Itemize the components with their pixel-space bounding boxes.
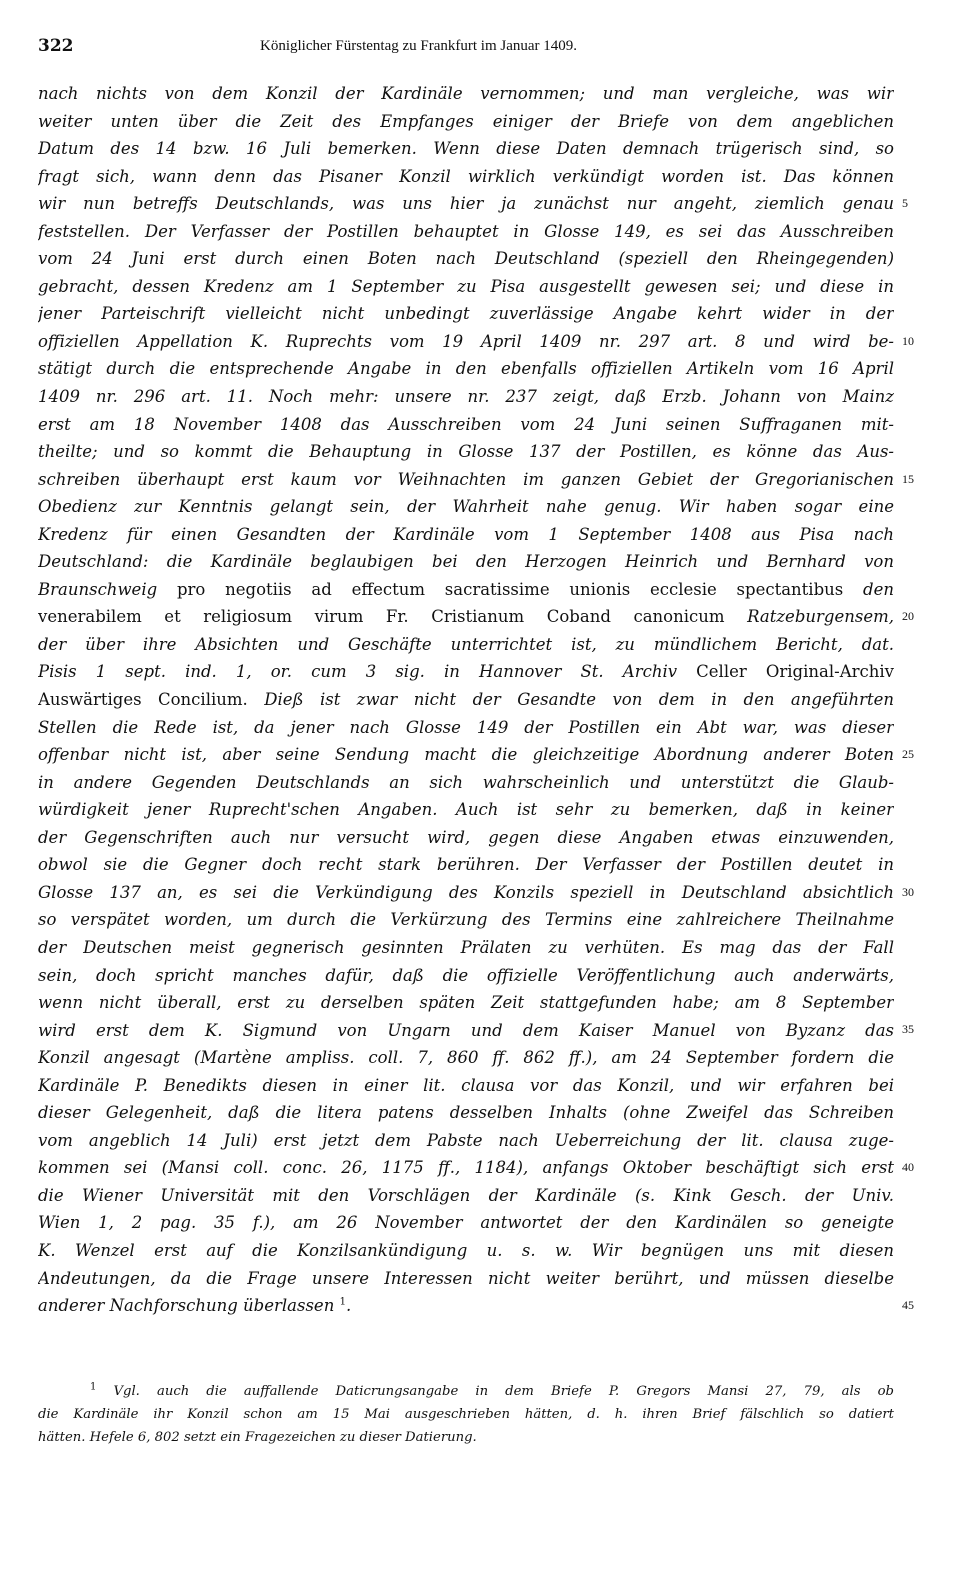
archive-name: Auswärtiges Concilium.	[38, 690, 248, 710]
text-line: fragt sich, wann denn das Pisaner Konzil wirklich verkündigt worden ist. Das können	[38, 166, 894, 186]
text-line	[38, 686, 894, 714]
line-number: 30	[902, 885, 914, 899]
text-line: vom angeblich 14 Juli) erst jetzt dem Pabste nach Ueberreichung der lit. clausa zuge-	[38, 1130, 894, 1150]
text-line: wir nun betreffs Deutschlands, was uns hier ja zunächst nur angeht, ziemlich genau	[38, 194, 894, 214]
text-line: würdigkeit jener Ruprecht'schen Angaben. Auch ist sehr zu bemerken, daß in keiner	[38, 800, 894, 820]
text-line: Konzil angesagt (Martène ampliss. coll. 7, 860 ff. 862 ff.), am 24 September fordern die	[38, 1048, 894, 1068]
text-line: wird erst dem K. Sigmund von Ungarn und dem Kaiser Manuel von Byzanz das	[38, 1020, 894, 1040]
running-title: Königlicher Fürstentag zu Frankfurt im Januar 1409.	[260, 38, 578, 54]
text-line: obwol sie die Gegner doch recht stark berühren. Der Verfasser der Postillen deutet in	[38, 855, 894, 875]
text-line: Kredenz für einen Gesandten der Kardinäle vom 1 September 1408 aus Pisa nach	[38, 524, 894, 544]
text-line: offiziellen Appellation K. Ruprechts vom 19 April 1409 nr. 297 art. 8 und wird be-	[38, 331, 894, 351]
footnote-section	[38, 1380, 894, 1449]
line-number: 40	[902, 1160, 914, 1174]
footnote-line	[38, 1380, 894, 1403]
text-line: die Wiener Universität mit den Vorschlägen der Kardinäle (s. Kink Gesch. der Univ.	[38, 1185, 894, 1205]
text-line: anderer Nachforschung überlassen $^1$.	[38, 1296, 352, 1316]
text-line: theilte; und so kommt die Behauptung in Glosse 137 der Postillen, es könne das Aus-	[38, 442, 894, 462]
text-line: kommen sei (Mansi coll. conc. 26, 1175 ff., 1184), anfangs Oktober beschäftigt sich erst	[38, 1158, 894, 1178]
text-line: Datum des 14 bzw. 16 Juli bemerken. Wenn diese Daten demnach trügerisch sind, so	[38, 139, 894, 159]
text-line: erst am 18 November 1408 das Ausschreiben vom 24 Juni seinen Suffraganen mit-	[38, 414, 894, 434]
text-line: der Deutschen meist gegnerisch gesinnten Prälaten zu verhüten. Es mag das der Fall	[38, 937, 894, 957]
text-segment: anderer Nachforschung überlassen	[38, 1296, 335, 1316]
line-number: 15	[902, 472, 914, 486]
text-line: 1409 nr. 296 art. 11. Noch mehr: unsere nr. 237 zeigt, daß Erzb. Johann von Mainz	[38, 387, 894, 407]
line-number: 25	[902, 747, 914, 761]
line-number: 5	[902, 196, 908, 210]
text-line: weiter unten über die Zeit des Empfanges einiger der Briefe von dem angeblichen	[38, 111, 894, 131]
text-line: K. Wenzel erst auf die Konzilsankündigung u. s. w. Wir begnügen uns mit diesen	[38, 1240, 894, 1260]
line-number: 20	[902, 609, 914, 623]
text-line: schreiben überhaupt erst kaum vor Weihnachten im ganzen Gebiet der Gregorianischen	[38, 469, 894, 489]
text-line: Glosse 137 an, es sei die Verkündigung des Konzils speziell in Deutschland absichtlich	[38, 882, 894, 902]
text-segment: Ratzeburgensem,	[747, 607, 894, 627]
page-header	[38, 36, 898, 58]
text-line: Andeutungen, da die Frage unsere Interessen nicht weiter berührt, und müssen dieselbe	[38, 1268, 894, 1288]
text-line	[38, 603, 894, 631]
text-line: Obedienz zur Kenntnis gelangt sein, der Wahrheit nahe genug. Wir haben sogar eine	[38, 497, 894, 517]
text-segment: Braunschweig	[38, 579, 158, 599]
text-line: nach nichts von dem Konzil der Kardinäle vernommen; und man vergleiche, was wir	[38, 84, 894, 103]
text-line: in andere Gegenden Deutschlands an sich wahrscheinlich und unterstützt die Glaub-	[38, 772, 894, 792]
text-line: der über ihre Absichten und Geschäfte unterrichtet ist, zu mündlichem Bericht, dat.	[38, 634, 894, 654]
text-line	[38, 576, 894, 604]
footnote-marker: 1	[90, 1381, 97, 1393]
archive-name: Celler Original-Archiv	[696, 662, 894, 682]
text-line: so verspätet worden, um durch die Verkürzung des Termins eine zahlreichere Theilnahme	[38, 910, 894, 930]
text-line: Kardinäle P. Benedikts diesen in einer lit. clausa vor das Konzil, und wir erfahren bei	[38, 1075, 894, 1095]
text-line: gebracht, dessen Kredenz am 1 September zu Pisa ausgestellt gewesen sei; und diese in	[38, 276, 894, 296]
footnote-text: Vgl. auch die auffallende Daticrungsangabe in dem Briefe P. Gregors Mansi 27, 79, als ob	[113, 1384, 894, 1399]
text-line: der Gegenschriften auch nur versucht wird, gegen diese Angaben etwas einzuwenden,	[38, 827, 894, 847]
footnote-line: die Kardinäle ihr Konzil schon am 15 Mai ausgeschrieben hätten, d. h. ihren Brief fälschlich so datiert	[38, 1407, 894, 1422]
text-line: wenn nicht überall, erst zu derselben späten Zeit stattgefunden habe; am 8 September	[38, 993, 894, 1013]
text-line: Deutschland: die Kardinäle beglaubigen bei den Herzogen Heinrich und Bernhard von	[38, 552, 894, 572]
line-number: 45	[902, 1298, 914, 1312]
text-line: feststellen. Der Verfasser der Postillen behauptet in Glosse 149, es sei das Ausschreiben	[38, 221, 894, 241]
text-line	[38, 658, 894, 686]
body-text	[38, 80, 894, 1320]
page-number: 322	[38, 36, 74, 56]
line-number: 35	[902, 1022, 914, 1036]
line-number: 10	[902, 334, 914, 348]
text-segment: Pisis 1 sept. ind. 1, or. cum 3 sig. in Hannover St. Archiv	[38, 662, 678, 682]
text-line: vom 24 Juni erst durch einen Boten nach Deutschland (speziell den Rheingegenden)	[38, 249, 894, 269]
latin-quote: venerabilem et religiosum virum Fr. Cristianum Coband canonicum	[38, 607, 725, 627]
text-line: stätigt durch die entsprechende Angabe in den ebenfalls offiziellen Artikeln vom 16 April	[38, 359, 894, 379]
text-line: offenbar nicht ist, aber seine Sendung macht die gleichzeitige Abordnung anderer Boten	[38, 745, 894, 765]
text-line: Wien 1, 2 pag. 35 f.), am 26 November antwortet der den Kardinälen so geneigte	[38, 1213, 894, 1233]
text-segment: Dieß ist zwar nicht der Gesandte von dem in den angeführten	[264, 690, 894, 710]
footnote-line: hätten. Hefele 6, 802 setzt ein Fragezeichen zu dieser Datierung.	[38, 1430, 477, 1445]
text-line: Stellen die Rede ist, da jener nach Glosse 149 der Postillen ein Abt war, was dieser	[38, 717, 894, 737]
text-segment: den	[863, 579, 894, 599]
latin-quote: pro negotiis ad effectum sacratissime unionis ecclesie spectantibus	[176, 579, 844, 599]
footnote-reference: 1	[339, 1296, 346, 1308]
text-line: jener Parteischrift vielleicht nicht unbedingt zuverlässige Angabe kehrt wider in der	[38, 304, 894, 324]
text-line: sein, doch spricht manches dafür, daß die offizielle Veröffentlichung auch anderwärts,	[38, 965, 894, 985]
text-line: dieser Gelegenheit, daß die litera patens desselben Inhalts (ohne Zweifel das Schreiben	[38, 1103, 894, 1123]
